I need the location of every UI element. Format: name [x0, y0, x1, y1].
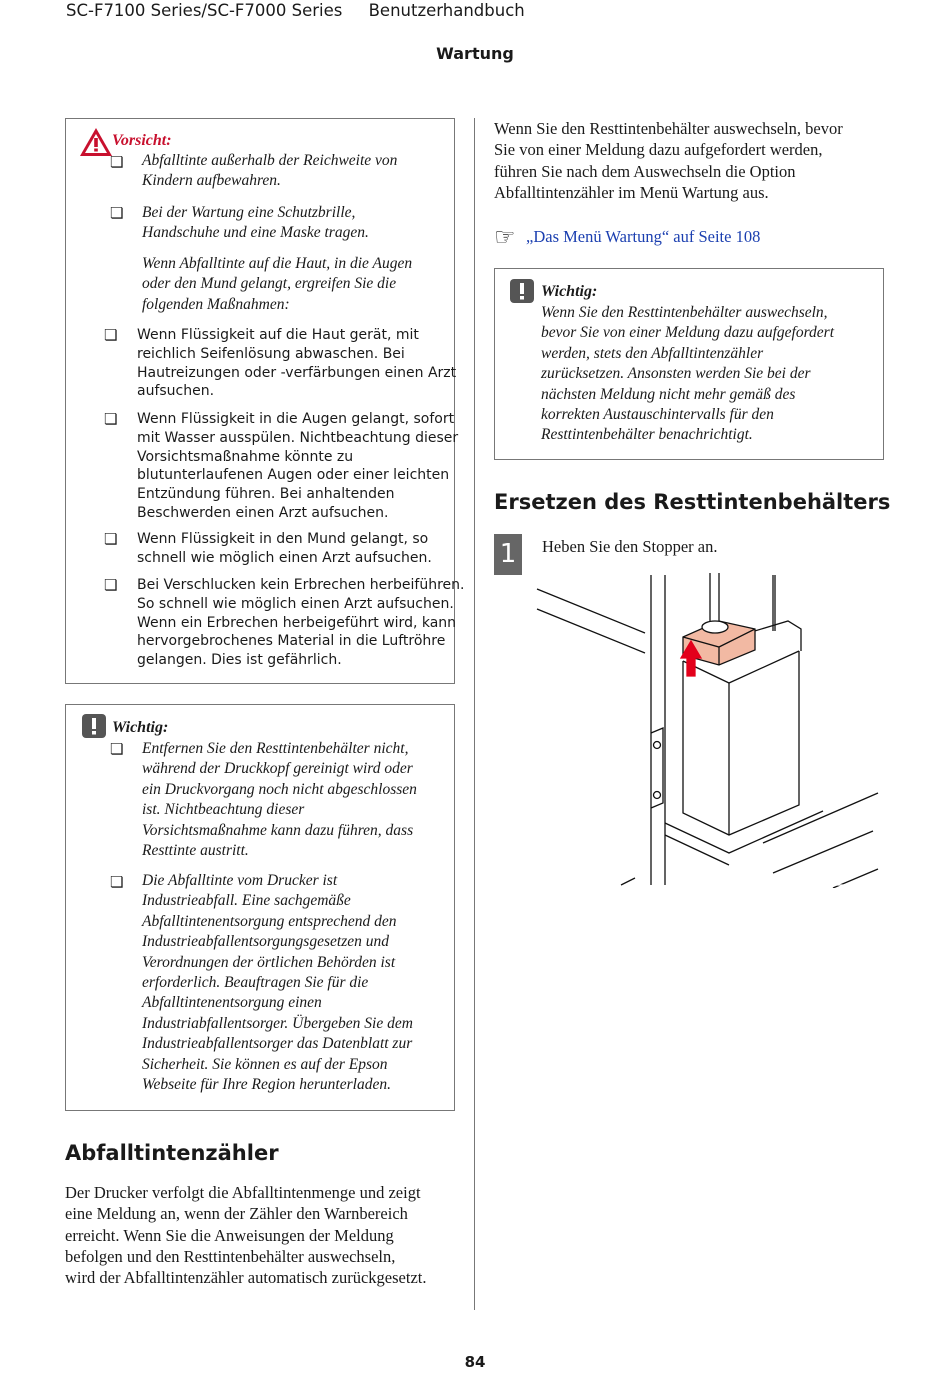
checkbox-bullet: ❏ — [110, 153, 124, 171]
important-title: Wichtig: — [112, 719, 169, 736]
important-box-right — [494, 268, 884, 460]
caution-item-2: Bei der Wartung eine Schutzbrille, Handschuhe und eine Maske tragen. — [142, 204, 369, 242]
measure-mouth: Wenn Flüssigkeit in den Mund gelangt, so schnell wie möglich einen Arzt aufsuchen. — [137, 531, 432, 566]
important-item-2: Die Abfalltinte vom Drucker ist Industrieabfall. Eine sachgemäße Abfalltintenentsorgung entsprechend den Industrieabfallentsorgungsgesetzen und Verordnungen der örtlichen Behörden ist erforderlich. Beauftragen Sie für die Abfalltintenentsorgung einen Industriabfallentsorger. Übergeben Sie dem Industrieabfallentsorger das Datenblatt zur Sicherheit. Sie können es auf der Epson Webseite für Ihre Region herunterladen. — [142, 872, 413, 1094]
caution-box — [65, 118, 465, 684]
checkbox-bullet: ❏ — [104, 576, 118, 594]
checkbox-bullet: ❏ — [104, 410, 118, 428]
menu-wartung-link[interactable]: „Das Menü Wartung“ auf Seite 108 — [526, 227, 761, 246]
important-box — [65, 704, 455, 1111]
measure-skin: Wenn Flüssigkeit auf die Haut gerät, mit reichlich Seifenlösung abwaschen. Bei Hautreizungen oder -verfärbungen einen Arzt aufsuchen. — [137, 327, 457, 400]
checkbox-bullet: ❏ — [104, 530, 118, 548]
counter-body: Der Drucker verfolgt die Abfalltintenmenge und zeigt eine Meldung an, wenn der Zähler den Warnbereich erreicht. Wenn Sie die Anweisungen der Meldung befolgen und den Resttintenbehälter auswechseln, wird der Abfalltintenzähler automatisch zurückgesetzt. — [65, 1183, 427, 1288]
checkbox-bullet: ❏ — [110, 740, 124, 758]
section-heading-replace: Ersetzen des Resttintenbehälters — [494, 490, 891, 514]
caution-intro: Wenn Abfalltinte auf die Haut, in die Augen oder den Mund gelangt, ergreifen Sie die folgenden Maßnahmen: — [142, 255, 413, 313]
stopper-illustration — [533, 573, 883, 888]
exclamation-icon — [82, 714, 106, 738]
checkbox-bullet: ❏ — [110, 204, 124, 222]
important-title-right: Wichtig: — [541, 283, 598, 300]
right-intro: Wenn Sie den Resttintenbehälter auswechseln, bevor Sie von einer Meldung dazu aufgefordert werden, führen Sie nach dem Auswechseln die Option Abfalltintenzähler im Menü Wartung aus. — [494, 119, 843, 202]
caution-item-1: Abfalltinte außerhalb der Reichweite von Kindern aufbewahren. — [142, 152, 398, 190]
section-heading-counter: Abfalltintenzähler — [65, 1141, 279, 1165]
step-number: 1 — [494, 534, 522, 575]
important-item-1: Entfernen Sie den Resttintenbehälter nicht, während der Druckkopf gereinigt wird oder ein Druckvorgang noch nicht abgeschlossen ist. Nichtbeachtung dieser Vorsichtsmaßnahme kann dazu führen, dass Resttinte austritt. — [142, 740, 417, 860]
page-number: 84 — [464, 1353, 486, 1371]
section-header: Wartung — [436, 44, 514, 63]
step-text: Heben Sie den Stopper an. — [542, 537, 718, 556]
checkbox-bullet: ❏ — [110, 873, 124, 891]
column-divider — [474, 118, 475, 1310]
measure-eyes: Wenn Flüssigkeit in die Augen gelangt, sofort mit Wasser ausspülen. Nichtbeachtung dieser Vorsichtsmaßnahme könnte zu blutunterlaufenen Augen oder einer leichten Entzündung führen. Bei anhaltenden Beschwerden einen Arzt aufsuchen. — [137, 411, 459, 521]
exclamation-icon — [510, 279, 534, 303]
pointing-hand-icon: ☞ — [494, 223, 516, 251]
caution-title: Vorsicht: — [112, 132, 172, 149]
document-title: SC-F7100 Series/SC-F7000 Series Benutzerhandbuch — [66, 1, 525, 20]
checkbox-bullet: ❏ — [104, 326, 118, 344]
important-text-right: Wenn Sie den Resttintenbehälter auswechseln, bevor Sie von einer Meldung dazu aufgefordert werden, stets den Abfalltintenzähler zurücksetzen. Ansonsten werden Sie bei der nächsten Meldung nicht mehr gemäß des korrekten Austauschintervalls für den Resttintenbehälter benachrichtigt. — [541, 304, 835, 444]
measure-swallow: Bei Verschlucken kein Erbrechen herbeiführen. So schnell wie möglich einen Arzt aufsuchen. Wenn ein Erbrechen herbeigeführt wird, kann hervorgebrochenes Material in die Luftröhre gelangen. Dies ist gefährlich. — [137, 577, 465, 669]
warning-icon — [79, 127, 113, 157]
